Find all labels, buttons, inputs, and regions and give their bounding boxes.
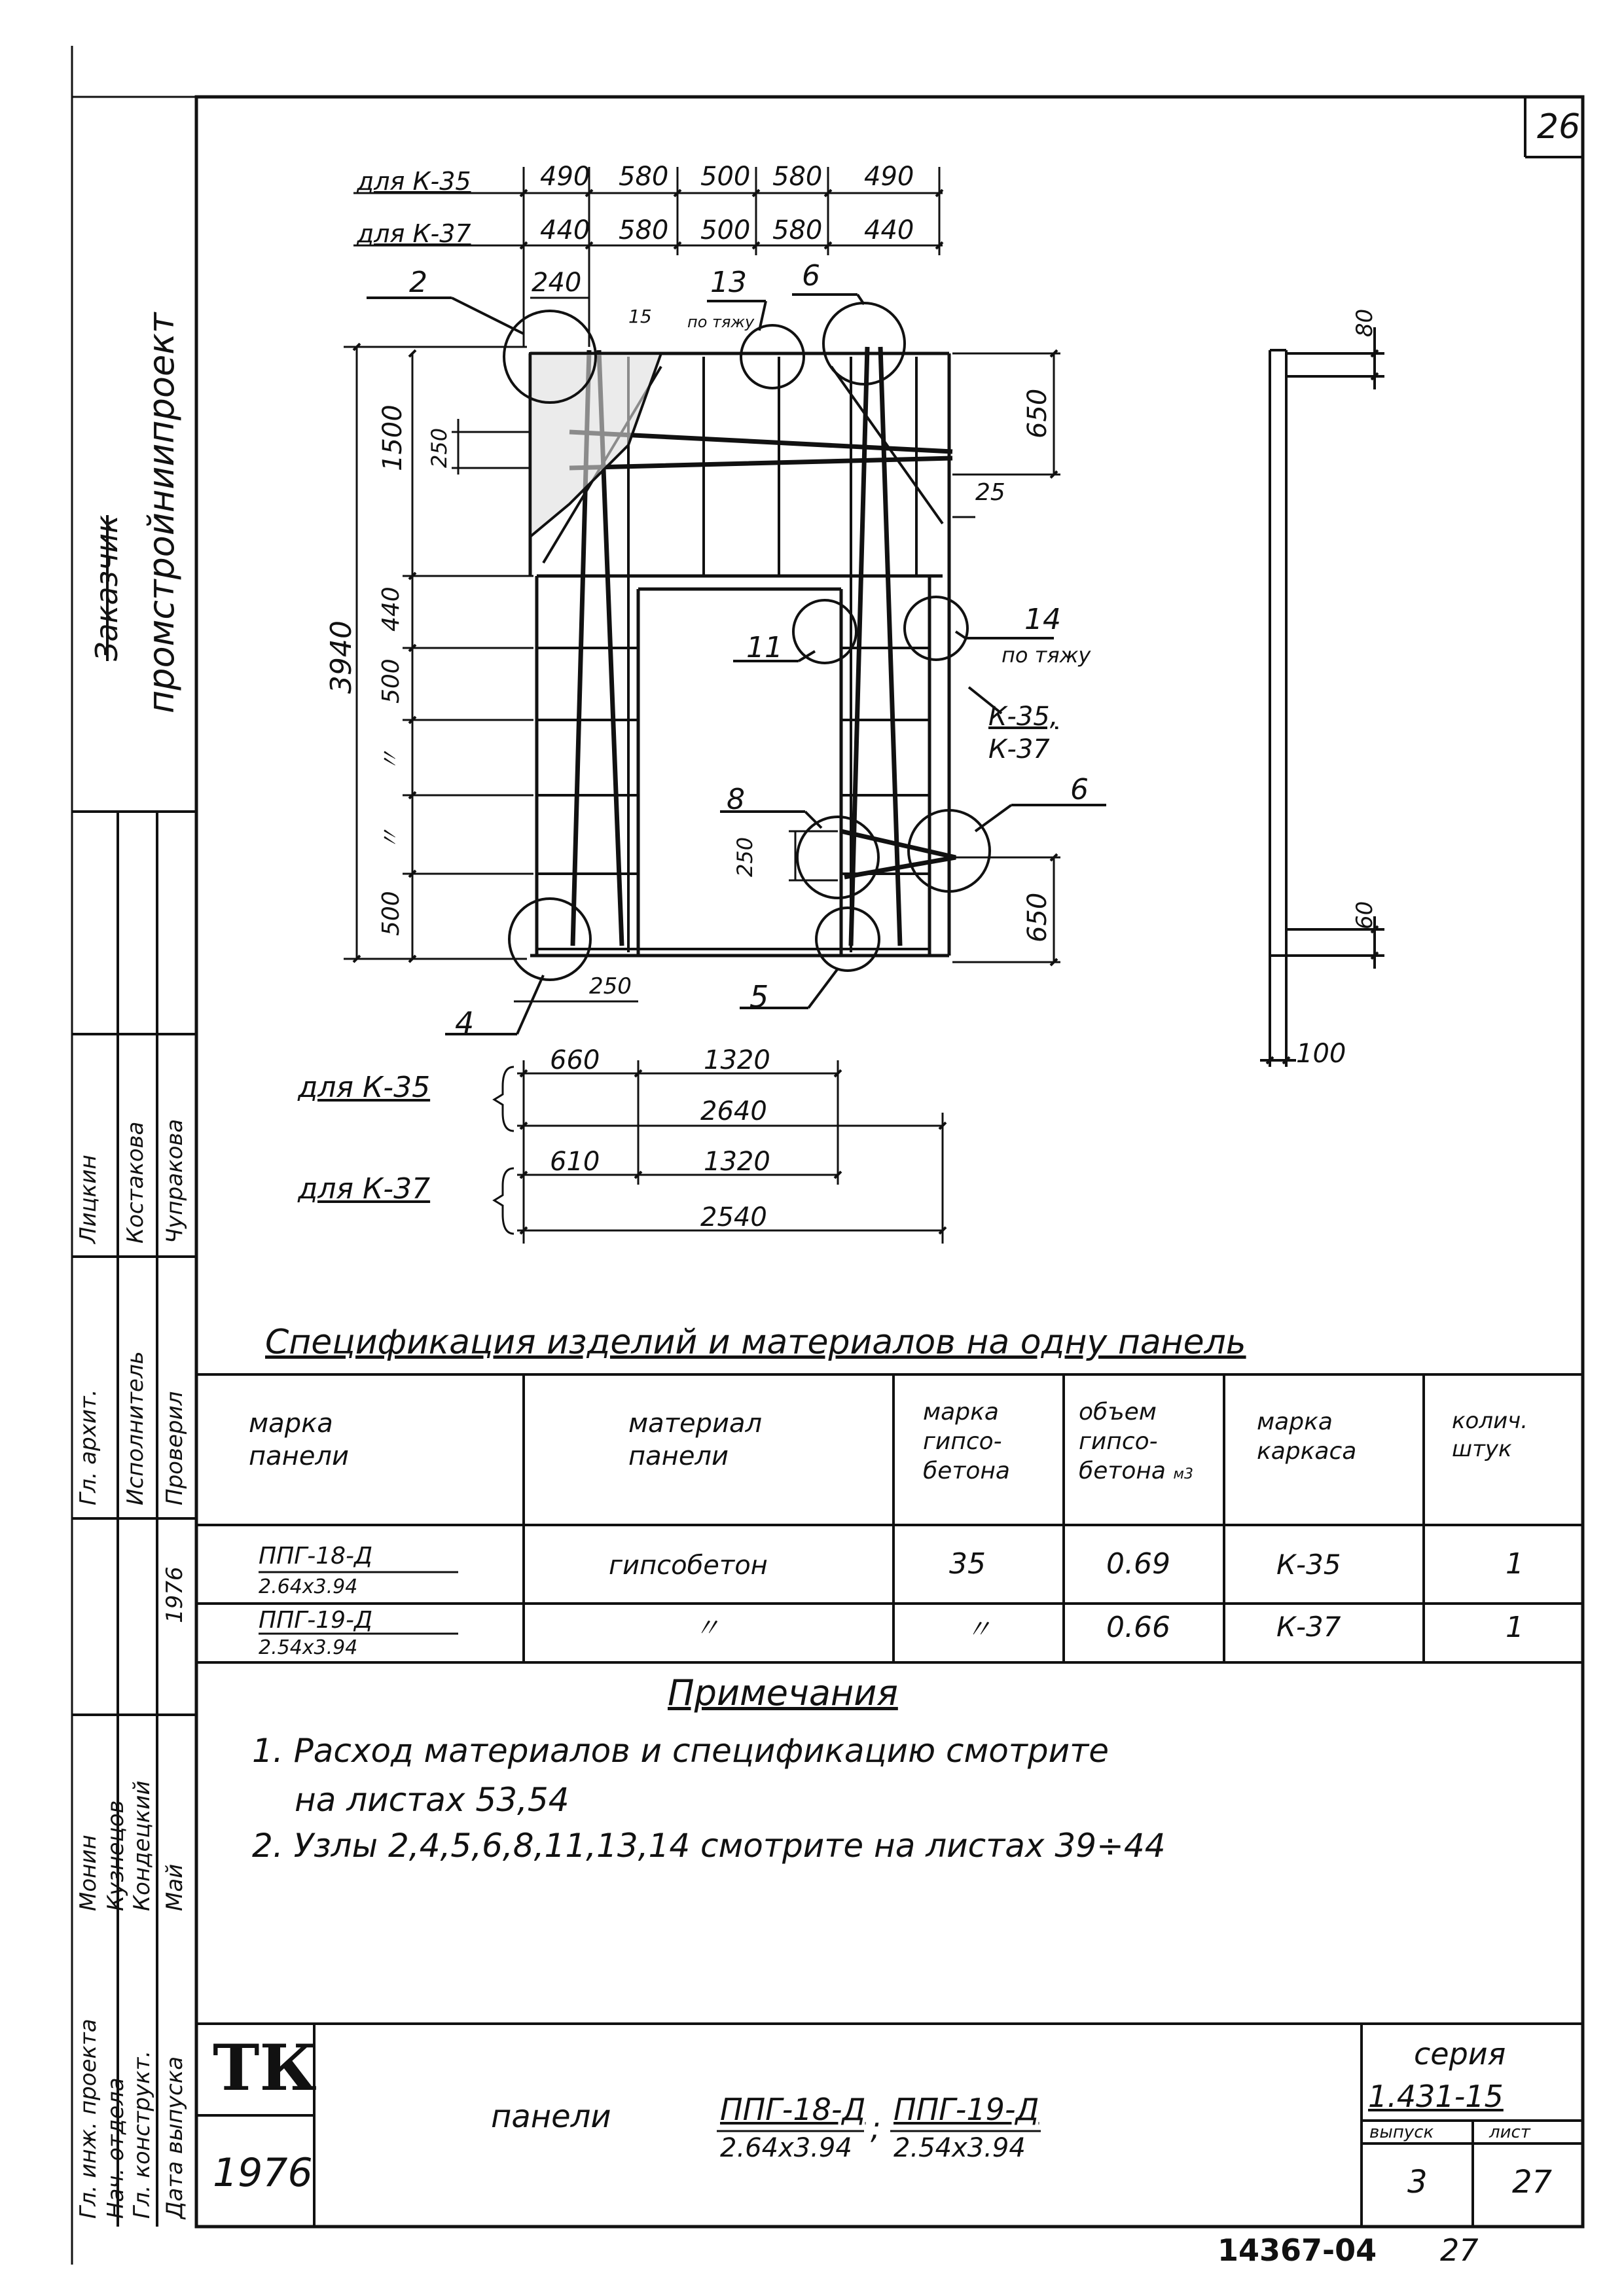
sidebar-org-stamp: Заказчик [89, 515, 124, 661]
spec-header-frame: марка каркаса [1257, 1408, 1357, 1465]
volume-unit: м3 [1173, 1466, 1193, 1482]
concrete-fragment [530, 353, 661, 537]
issue-label: выпуск [1369, 2123, 1434, 2142]
left-dim-500b: 500 [378, 891, 405, 936]
callout-5: 5 [749, 979, 769, 1014]
sidebar-org-name: промстройниипроект [141, 312, 182, 713]
spec-row1-volume: 0.69 [1106, 1547, 1170, 1581]
top-dim-k37-2: 580 [619, 215, 669, 245]
top-dim-k37-1: 440 [540, 215, 590, 245]
left-dim-ditto-2: 〃 [378, 827, 405, 851]
titleblock-name: панели [491, 2098, 611, 2135]
overall-height-3940: 3940 [325, 620, 358, 694]
callout-13: 13 [710, 266, 747, 299]
sidebar-name-release-date: Май [162, 1863, 188, 1911]
titleblock-size-2: 2.54х3.94 [893, 2133, 1026, 2163]
spec-row2-mark: ППГ-19-Д [259, 1607, 373, 1634]
titleblock-separator: ; [871, 2110, 881, 2145]
callout-6-top: 6 [802, 259, 820, 293]
sheet-label: лист [1489, 2123, 1530, 2142]
note-1-line-1: 1. Расход материалов и спецификацию смотрите [252, 1732, 1110, 1770]
left-dim-1500: 1500 [378, 404, 408, 471]
frame-label-k37: К-37 [988, 734, 1050, 764]
bottom-dim-2640: 2640 [700, 1096, 767, 1126]
top-dim-k37-5: 440 [864, 215, 914, 245]
sidebar-name-chief-designer: Кондецкий [129, 1780, 155, 1911]
frame-label-k35: К-35, [988, 702, 1058, 732]
tk-logo: ТК [213, 2031, 317, 2105]
bottom-dim-610: 610 [550, 1147, 600, 1177]
spec-title: Спецификация изделий и материалов на одну панель [265, 1323, 1246, 1362]
spec-header-mark: марка панели [249, 1408, 349, 1471]
sidebar-name-checker: Чупракова [162, 1119, 188, 1244]
note-1-line-2: на листах 53,54 [295, 1781, 569, 1819]
top-dim-k35-2: 580 [619, 162, 669, 192]
top-dim-k35-1: 490 [540, 162, 590, 192]
sidebar-role-checker: Проверил [162, 1391, 188, 1505]
label-for-k35-top: для К-35 [357, 167, 471, 196]
side-dim-100: 100 [1296, 1039, 1346, 1069]
issue-value: 3 [1407, 2164, 1428, 2200]
sidebar-role-chief-engineer: Гл. инж. проекта [75, 2018, 101, 2219]
sheet-value: 27 [1512, 2164, 1553, 2200]
top-dim-k37-4: 580 [772, 215, 823, 245]
dim-250-bottom: 250 [589, 973, 632, 999]
bottom-dim-1320-k35: 1320 [704, 1045, 770, 1075]
label-for-k35-bottom: для К-35 [298, 1071, 431, 1104]
sidebar-name-chief-engineer: Монин [75, 1835, 101, 1911]
note-2: 2. Узлы 2,4,5,6,8,11,13,14 смотрите на листах 39÷44 [252, 1827, 1166, 1865]
sheet-frame [72, 46, 1583, 2268]
sidebar-role-release-date: Дата выпуска [162, 2056, 188, 2219]
spec-row2-size: 2.54х3.94 [259, 1636, 358, 1659]
footer-inventory-number: 14367-04 [1218, 2233, 1377, 2268]
footer-page: 27 [1440, 2233, 1479, 2268]
titleblock-mark-2: ППГ-19-Д [893, 2092, 1039, 2127]
bottom-dim-2540: 2540 [700, 1202, 767, 1232]
left-dim-440: 440 [378, 586, 405, 632]
spec-header-grade: марка гипсо- бетона [923, 1399, 1010, 1484]
series-number: 1.431-15 [1368, 2079, 1504, 2114]
sidebar-role-chief-designer: Гл. конструкт. [129, 2050, 155, 2219]
sidebar-role-executor: Исполнитель [122, 1351, 149, 1505]
spec-row1-grade: 35 [949, 1547, 986, 1581]
sidebar-name-dept-head: Кузнецов [103, 1800, 129, 1911]
left-dim-ditto-1: 〃 [378, 748, 405, 772]
callout-14: 14 [1024, 603, 1061, 636]
bottom-dim-1320-k37: 1320 [704, 1147, 770, 1177]
top-dim-k37-3: 500 [700, 215, 751, 245]
spec-header-material: материал панели [628, 1408, 763, 1471]
callout-8: 8 [727, 783, 745, 816]
top-dim-k35-3: 500 [700, 162, 751, 192]
spec-row1-frame: К-35 [1276, 1549, 1341, 1581]
spec-row1-material: гипсобетон [609, 1551, 768, 1581]
dim-250-lower: 250 [732, 836, 757, 877]
spec-header-qty: колич. штук [1452, 1408, 1528, 1462]
sidebar-year: 1976 [162, 1566, 188, 1623]
titleblock-size-1: 2.64х3.94 [720, 2133, 852, 2163]
callout-13-note: по тяжу [687, 313, 755, 331]
side-section [1260, 327, 1384, 1067]
dim-15: 15 [628, 306, 652, 327]
side-dim-80: 80 [1352, 308, 1378, 337]
spec-table [196, 1374, 1583, 1662]
sidebar-grid [72, 812, 196, 2227]
sidebar-role-chief-architect: Гл. архит. [75, 1389, 101, 1505]
dim-650-top: 650 [1022, 388, 1053, 439]
series-label: серия [1414, 2036, 1506, 2072]
left-dim-500a: 500 [378, 658, 405, 704]
spec-row1-mark: ППГ-18-Д [259, 1543, 373, 1570]
top-dim-k35-4: 580 [772, 162, 823, 192]
label-for-k37-bottom: для К-37 [298, 1172, 431, 1206]
sidebar-role-dept-head: Нач. отдела [103, 2077, 129, 2219]
titleblock-year: 1976 [213, 2150, 313, 2196]
top-dim-k35-5: 490 [864, 162, 914, 192]
label-for-k37-top: для К-37 [357, 219, 471, 248]
corner-sheet-number: 26 [1537, 107, 1581, 147]
sidebar-name-executor: Костакова [122, 1121, 149, 1244]
notes-title: Примечания [668, 1672, 898, 1713]
spec-row2-frame: К-37 [1276, 1611, 1341, 1643]
dim-250-left: 250 [427, 427, 452, 468]
bottom-dim-660: 660 [550, 1045, 600, 1075]
callout-2: 2 [409, 266, 427, 299]
spec-row2-material: 〃 [694, 1613, 720, 1643]
spec-row2-qty: 1 [1506, 1611, 1524, 1644]
dim-240: 240 [532, 268, 582, 298]
spec-header-volume: объем гипсо- бетона м3 [1079, 1399, 1193, 1484]
dim-650-bottom: 650 [1022, 892, 1053, 942]
titleblock-mark-1: ППГ-18-Д [720, 2092, 866, 2127]
spec-row1-qty: 1 [1506, 1547, 1524, 1581]
callout-6-bottom: 6 [1070, 773, 1089, 806]
side-dim-60: 60 [1352, 901, 1378, 929]
dim-25: 25 [975, 479, 1005, 506]
sidebar-name-chief-architect: Лицкин [75, 1155, 101, 1244]
spec-row2-grade: 〃 [965, 1615, 992, 1645]
leader-lines [367, 295, 1106, 1034]
callout-4: 4 [455, 1005, 475, 1041]
callout-11: 11 [746, 631, 783, 664]
spec-row1-size: 2.64х3.94 [259, 1575, 358, 1598]
callout-14-note: по тяжу [1001, 643, 1091, 668]
spec-row2-volume: 0.66 [1106, 1611, 1170, 1644]
